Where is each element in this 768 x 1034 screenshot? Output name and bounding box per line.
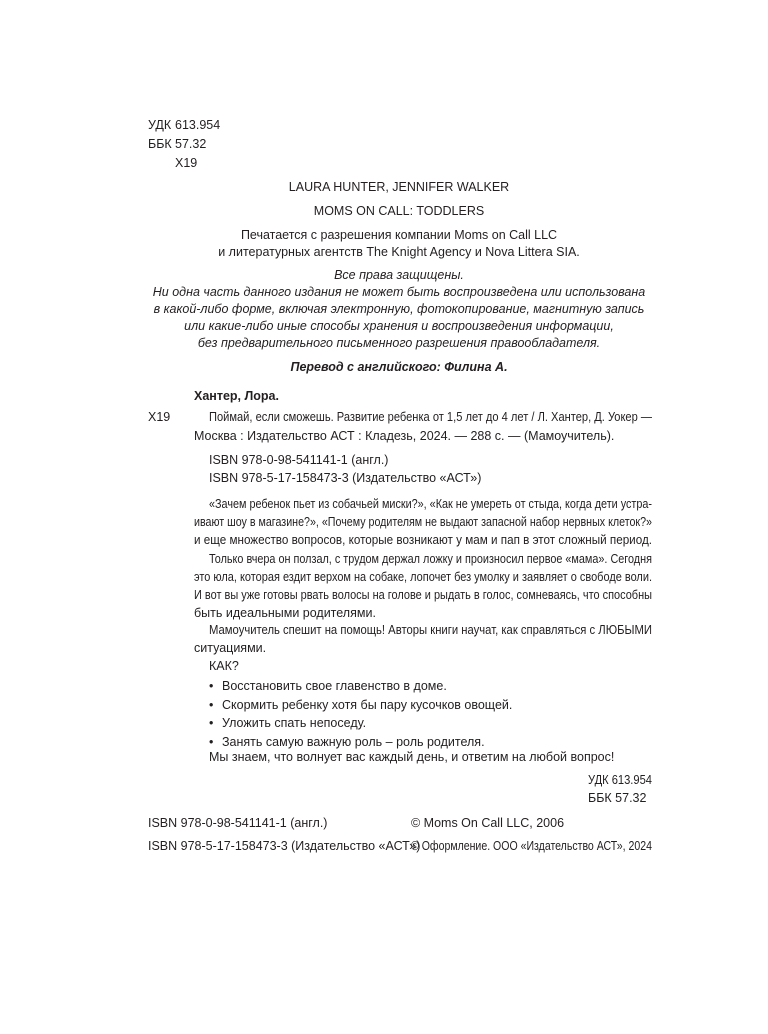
rights-line-2: Ни одна часть данного издания не может быть воспроизведена или использована (152, 285, 646, 299)
udk-right: УДК 613.954 (588, 773, 652, 787)
list-item: • Восстановить свое главенство в доме. (209, 677, 512, 696)
rights-line-5: без предварительного письменного разрешения правообладателя. (197, 336, 601, 350)
rights-line-1: Все права защищены. (334, 268, 464, 282)
annotation-p2-l2: это юла, которая ездит верхом на собаке, лопочет без умолку и заявляет о свободе воли. (194, 570, 652, 584)
catalog-isbn-1: ISBN 978-0-98-541141-1 (англ.) (209, 453, 389, 467)
footer-isbn-2: ISBN 978-5-17-158473-3 (Издательство «АСТ») (148, 839, 421, 853)
footer-copyright-2: © Оформление. ООО «Издательство АСТ», 2024 (411, 839, 652, 853)
bbk-label: ББК (148, 137, 172, 151)
catalog-line-1: Поймай, если сможешь. Развитие ребенка от 1,5 лет до 4 лет / Л. Хантер, Д. Уокер — (209, 410, 652, 424)
permission-line-1: Печатается с разрешения компании Moms on Call LLC (240, 228, 558, 242)
catalog-isbn-2: ISBN 978-5-17-158473-3 (Издательство «АСТ») (209, 471, 482, 485)
permission-line-2: и литературных агентств The Knight Agency и Nova Littera SIA. (218, 245, 580, 259)
bbk-right: ББК 57.32 (588, 791, 647, 805)
annotation-p1-l3: и еще множество вопросов, которые возникают у мам и пап в этот сложный период. (194, 533, 652, 547)
list-item: • Занять самую важную роль – роль родителя. (209, 733, 512, 752)
annotation-closing: Мы знаем, что волнует вас каждый день, и ответим на любой вопрос! (209, 750, 615, 764)
footer-isbn-1: ISBN 978-0-98-541141-1 (англ.) (148, 816, 328, 830)
catalog-mark: Х19 (148, 410, 171, 424)
original-authors: LAURA HUNTER, JENNIFER WALKER (288, 180, 510, 194)
annotation-p1-l2: ивают шоу в магазине?», «Почему родителям не выдают запасной набор нервных клеток?» (194, 515, 652, 529)
rights-line-3: в какой-либо форме, включая электронную, фотокопирование, магнитную запись (153, 302, 645, 316)
list-item: • Уложить спать непоседу. (209, 714, 512, 733)
bbk-row (148, 137, 206, 151)
annotation-p3-l1: Мамоучитель спешит на помощь! Авторы книги научат, как справляться с ЛЮБЫМИ (209, 623, 652, 637)
translator: Перевод с английского: Филина А. (290, 360, 508, 374)
footer-copyright-1: © Moms On Call LLC, 2006 (411, 816, 565, 830)
udk-value: 613.954 (175, 118, 221, 132)
annotation-p1-l1: «Зачем ребенок пьет из собачьей миски?», «Как не умереть от стыда, когда дети устра- (209, 497, 652, 511)
original-title: MOMS ON CALL: TODDLERS (313, 204, 485, 218)
list-item: • Скормить ребенку хотя бы пару кусочков овощей. (209, 696, 512, 715)
author-mark: Х19 (175, 156, 198, 170)
udk-row (148, 118, 220, 132)
bbk-value: 57.32 (175, 137, 207, 151)
udk-label: УДК (148, 118, 172, 132)
rights-line-4: или какие-либо иные способы хранения и воспроизведения информации, (184, 319, 614, 333)
annotation-p3-l2: ситуациями. (194, 641, 267, 655)
annotation-bullet-list (209, 677, 512, 751)
catalog-line-2: Москва : Издательство АСТ : Кладезь, 2024. — 288 с. — (Мамоучитель). (194, 429, 615, 443)
annotation-how: КАК? (209, 659, 239, 673)
catalog-heading: Хантер, Лора. (194, 389, 279, 403)
annotation-p2-l4: быть идеальными родителями. (194, 606, 376, 620)
annotation-p2-l1: Только вчера он ползал, с трудом держал ложку и произносил первое «мама». Сегодня (209, 552, 652, 566)
annotation-p2-l3: И вот вы уже готовы рвать волосы на голове и рыдать в голос, сомневаясь, что способны (194, 588, 652, 602)
